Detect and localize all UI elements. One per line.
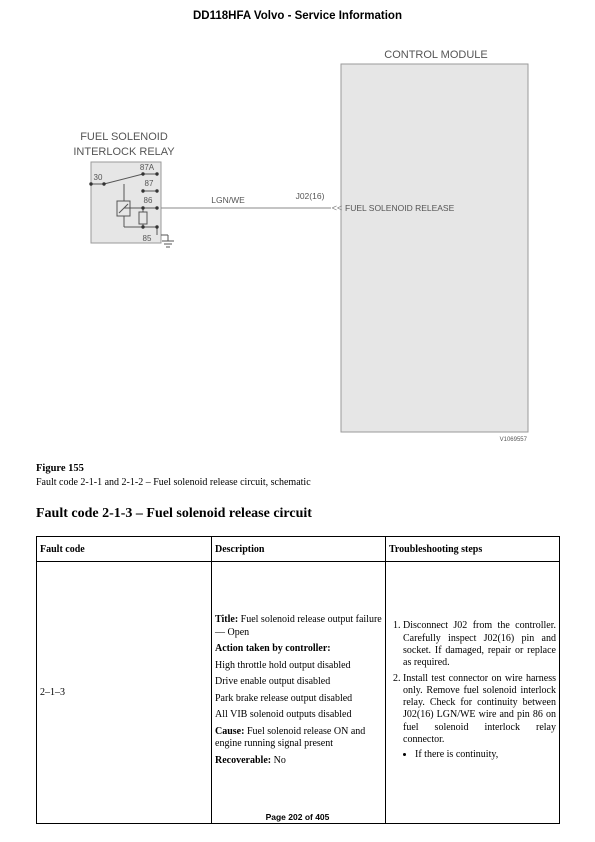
cause-line — [215, 726, 382, 751]
title-value: Fuel solenoid release output failure — Open — [215, 614, 382, 638]
substep-item: • If there is continuity, — [415, 749, 556, 761]
figure-title: Figure 155 — [36, 463, 84, 474]
connector-label: J02(16) — [295, 191, 325, 201]
section-heading: Fault code 2-1-3 – Fuel solenoid release circuit — [36, 506, 312, 521]
signal-label: FUEL SOLENOID RELEASE — [345, 203, 455, 213]
steps-list — [389, 620, 556, 761]
action-item: All VIB solenoid outputs disabled — [215, 709, 352, 720]
fault-code-cell: 2–1–3 — [37, 562, 212, 824]
substeps-list — [403, 749, 556, 761]
recoverable-value: No — [271, 754, 286, 766]
header-fault-code: Fault code — [37, 537, 212, 562]
control-module-box — [341, 64, 528, 432]
table-header-row — [37, 537, 560, 562]
cause-label: Cause: — [215, 725, 245, 737]
description-cell — [212, 562, 386, 824]
page-header: DD118HFA Volvo - Service Information — [193, 10, 402, 22]
wire-label: LGN/WE — [211, 195, 245, 205]
recoverable-line — [215, 755, 382, 768]
connector-symbol: << — [331, 203, 343, 213]
header-troubleshooting: Troubleshooting steps — [386, 537, 560, 562]
relay-label-line1: FUEL SOLENOID — [80, 131, 168, 143]
cause-value: Fuel solenoid release ON and engine running signal present — [215, 725, 366, 749]
action-label-text: Action taken by controller: — [215, 643, 331, 654]
step-item-text: Install test connector on wire harness only. Remove fuel solenoid interlock relay. Check for continuity between J02(16) LGN/WE wire and pin 86 on fuel solenoid interlock relay connector. — [403, 672, 556, 746]
step-item-2 — [403, 673, 556, 762]
pin-87-label: 87 — [144, 179, 154, 188]
fault-code-table — [36, 536, 560, 824]
action-item: High throttle hold output disabled — [215, 659, 351, 671]
figure-caption: Fault code 2-1-1 and 2-1-2 – Fuel solenoid release circuit, schematic — [36, 477, 311, 488]
step-item: 1. Disconnect J02 from the controller. Carefully inspect J02(16) pin and socket. If damaged, repair or replace as required. — [403, 620, 556, 669]
control-module-label: CONTROL MODULE — [384, 49, 488, 61]
schematic-diagram — [0, 40, 595, 450]
page-footer: Page 202 of 405 — [265, 812, 330, 822]
title-label: Title: — [215, 614, 239, 625]
action-item: Drive enable output disabled — [215, 676, 331, 687]
recoverable-label: Recoverable: — [215, 754, 272, 766]
pin-85-label: 85 — [142, 234, 152, 243]
title-line — [215, 614, 382, 639]
relay-label-line2: INTERLOCK RELAY — [73, 146, 175, 158]
action-label — [215, 643, 382, 656]
table-row — [37, 562, 560, 824]
pin-86-label: 86 — [143, 196, 153, 205]
image-id: V1069557 — [499, 437, 527, 443]
pin-30-label: 30 — [93, 173, 103, 182]
action-item: Park brake release output disabled — [215, 692, 353, 704]
header-description: Description — [212, 537, 386, 562]
pin-87a-label: 87A — [139, 163, 155, 172]
troubleshooting-cell — [386, 562, 560, 824]
